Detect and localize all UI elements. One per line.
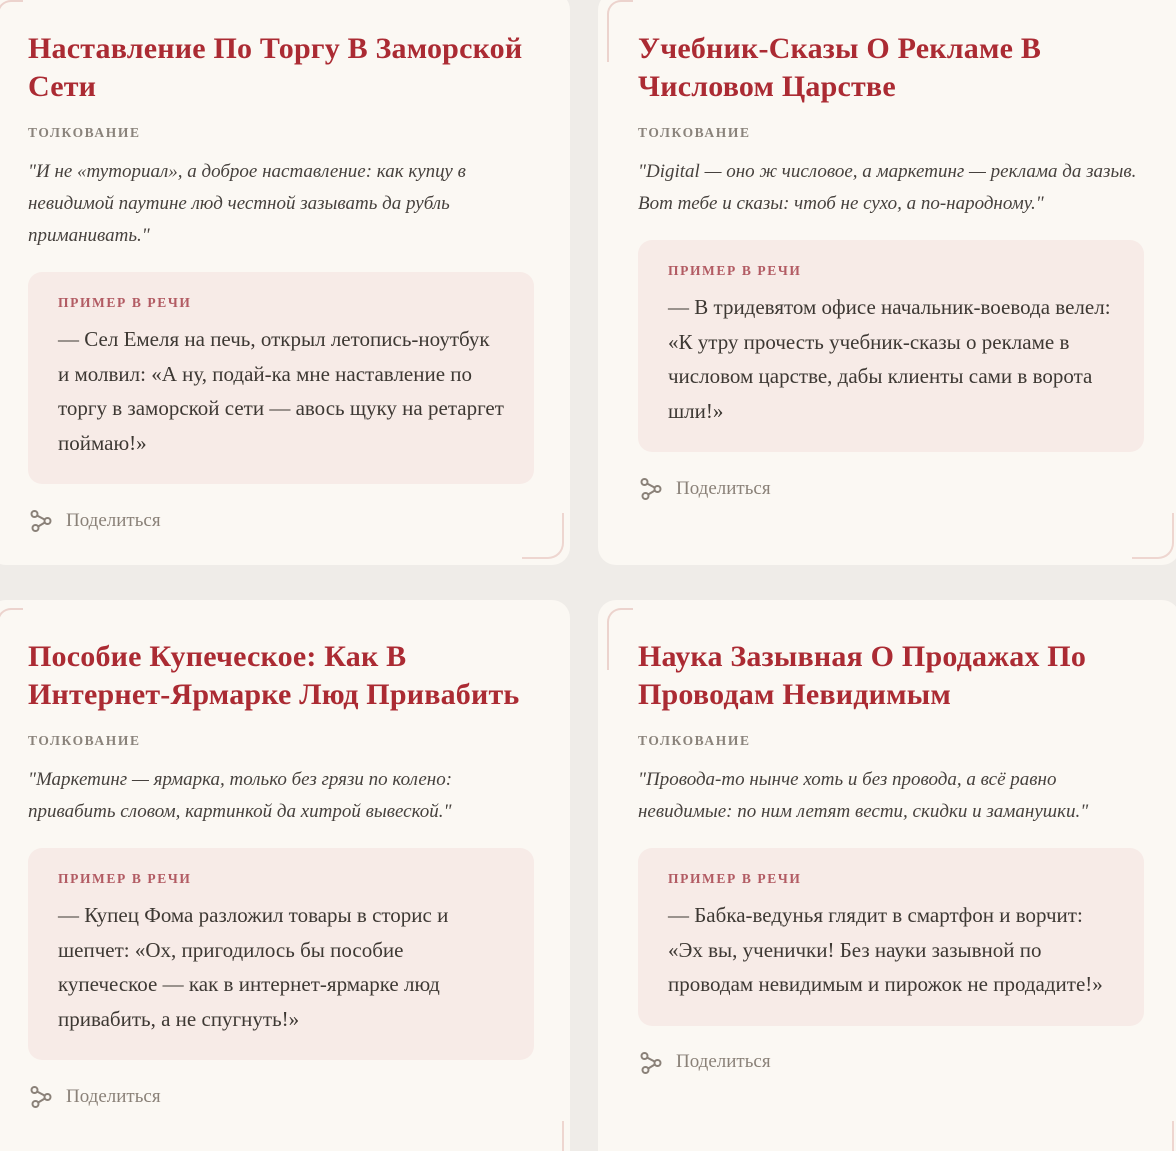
corner-ornament-icon — [607, 608, 633, 670]
example-label: ПРИМЕР В РЕЧИ — [58, 871, 192, 886]
interpretation-label: ТОЛКОВАНИЕ — [638, 125, 751, 140]
example-label: ПРИМЕР В РЕЧИ — [58, 295, 192, 310]
term-title: Наука Зазывная О Продажах По Проводам Невидимым — [638, 640, 1087, 711]
term-title: Учебник-Сказы О Рекламе В Числовом Царстве — [638, 32, 1042, 103]
share-nodes-icon — [28, 508, 53, 533]
corner-ornament-icon — [522, 1121, 564, 1151]
share-button[interactable] — [28, 508, 161, 533]
interpretation-label: ТОЛКОВАНИЕ — [638, 733, 751, 748]
interpretation-text: "Провода-то нынче хоть и без провода, а всё равно невидимые: по ним летят вести, скидки и заманушки." — [638, 769, 1089, 822]
example-label: ПРИМЕР В РЕЧИ — [668, 871, 802, 886]
example-box — [28, 272, 534, 484]
interpretation-text: "И не «туториал», а доброе наставление: как купцу в невидимой паутине люд честной зазывать да рубль приманивать." — [28, 161, 466, 246]
example-text: — Купец Фома разложил товары в сторис и шепчет: «Ох, пригодилось бы пособие купеческое — как в интернет-ярмарке люд привабить, а не спугнуть!» — [58, 903, 449, 1031]
share-label: Поделиться — [66, 1085, 161, 1107]
example-box — [638, 240, 1144, 452]
corner-ornament-icon — [1132, 1121, 1174, 1151]
example-box — [638, 848, 1144, 1026]
corner-ornament-icon — [0, 0, 23, 62]
share-nodes-icon — [638, 1050, 663, 1075]
example-text: — Сел Емеля на печь, открыл летопись-ноутбук и молвил: «А ну, подай-ка мне наставление по торгу в заморской сети — авось щуку на ретаргет поймаю!» — [58, 327, 504, 455]
share-nodes-icon — [638, 476, 663, 501]
corner-ornament-icon — [522, 513, 564, 559]
interpretation-text: "Digital — оно ж числовое, а маркетинг — реклама да зазыв. Вот тебе и сказы: чтоб не сухо, а по-народному." — [638, 161, 1137, 214]
corner-ornament-icon — [0, 608, 23, 670]
interpretation-label: ТОЛКОВАНИЕ — [28, 125, 141, 140]
share-label: Поделиться — [676, 477, 771, 499]
share-label: Поделиться — [66, 509, 161, 531]
corner-ornament-icon — [607, 0, 633, 62]
share-button[interactable] — [28, 1084, 161, 1109]
interpretation-label: ТОЛКОВАНИЕ — [28, 733, 141, 748]
share-button[interactable] — [638, 476, 771, 501]
term-card-4 — [598, 600, 1176, 1151]
term-card-2 — [598, 0, 1176, 565]
share-button[interactable] — [638, 1050, 771, 1075]
term-card-1 — [0, 0, 570, 565]
example-text: — В тридевятом офисе начальник-воевода велел: «К утру прочесть учебник-сказы о рекламе в числовом царстве, дабы клиенты сами в ворота шли!» — [668, 295, 1111, 423]
example-label: ПРИМЕР В РЕЧИ — [668, 263, 802, 278]
corner-ornament-icon — [1132, 513, 1174, 559]
term-title: Наставление По Торгу В Заморской Сети — [28, 32, 523, 103]
example-box — [28, 848, 534, 1060]
share-label: Поделиться — [676, 1051, 771, 1072]
term-card-3 — [0, 600, 570, 1151]
share-nodes-icon — [28, 1084, 53, 1109]
example-text: — Бабка-ведунья глядит в смартфон и ворчит: «Эх вы, ученички! Без науки зазывной по проводам невидимым и пирожок не продадите!» — [668, 903, 1103, 996]
interpretation-text: "Маркетинг — ярмарка, только без грязи по колено: привабить словом, картинкой да хитрой вывеской." — [28, 769, 453, 822]
term-title: Пособие Купеческое: Как В Интернет-Ярмарке Люд Привабить — [28, 640, 520, 711]
